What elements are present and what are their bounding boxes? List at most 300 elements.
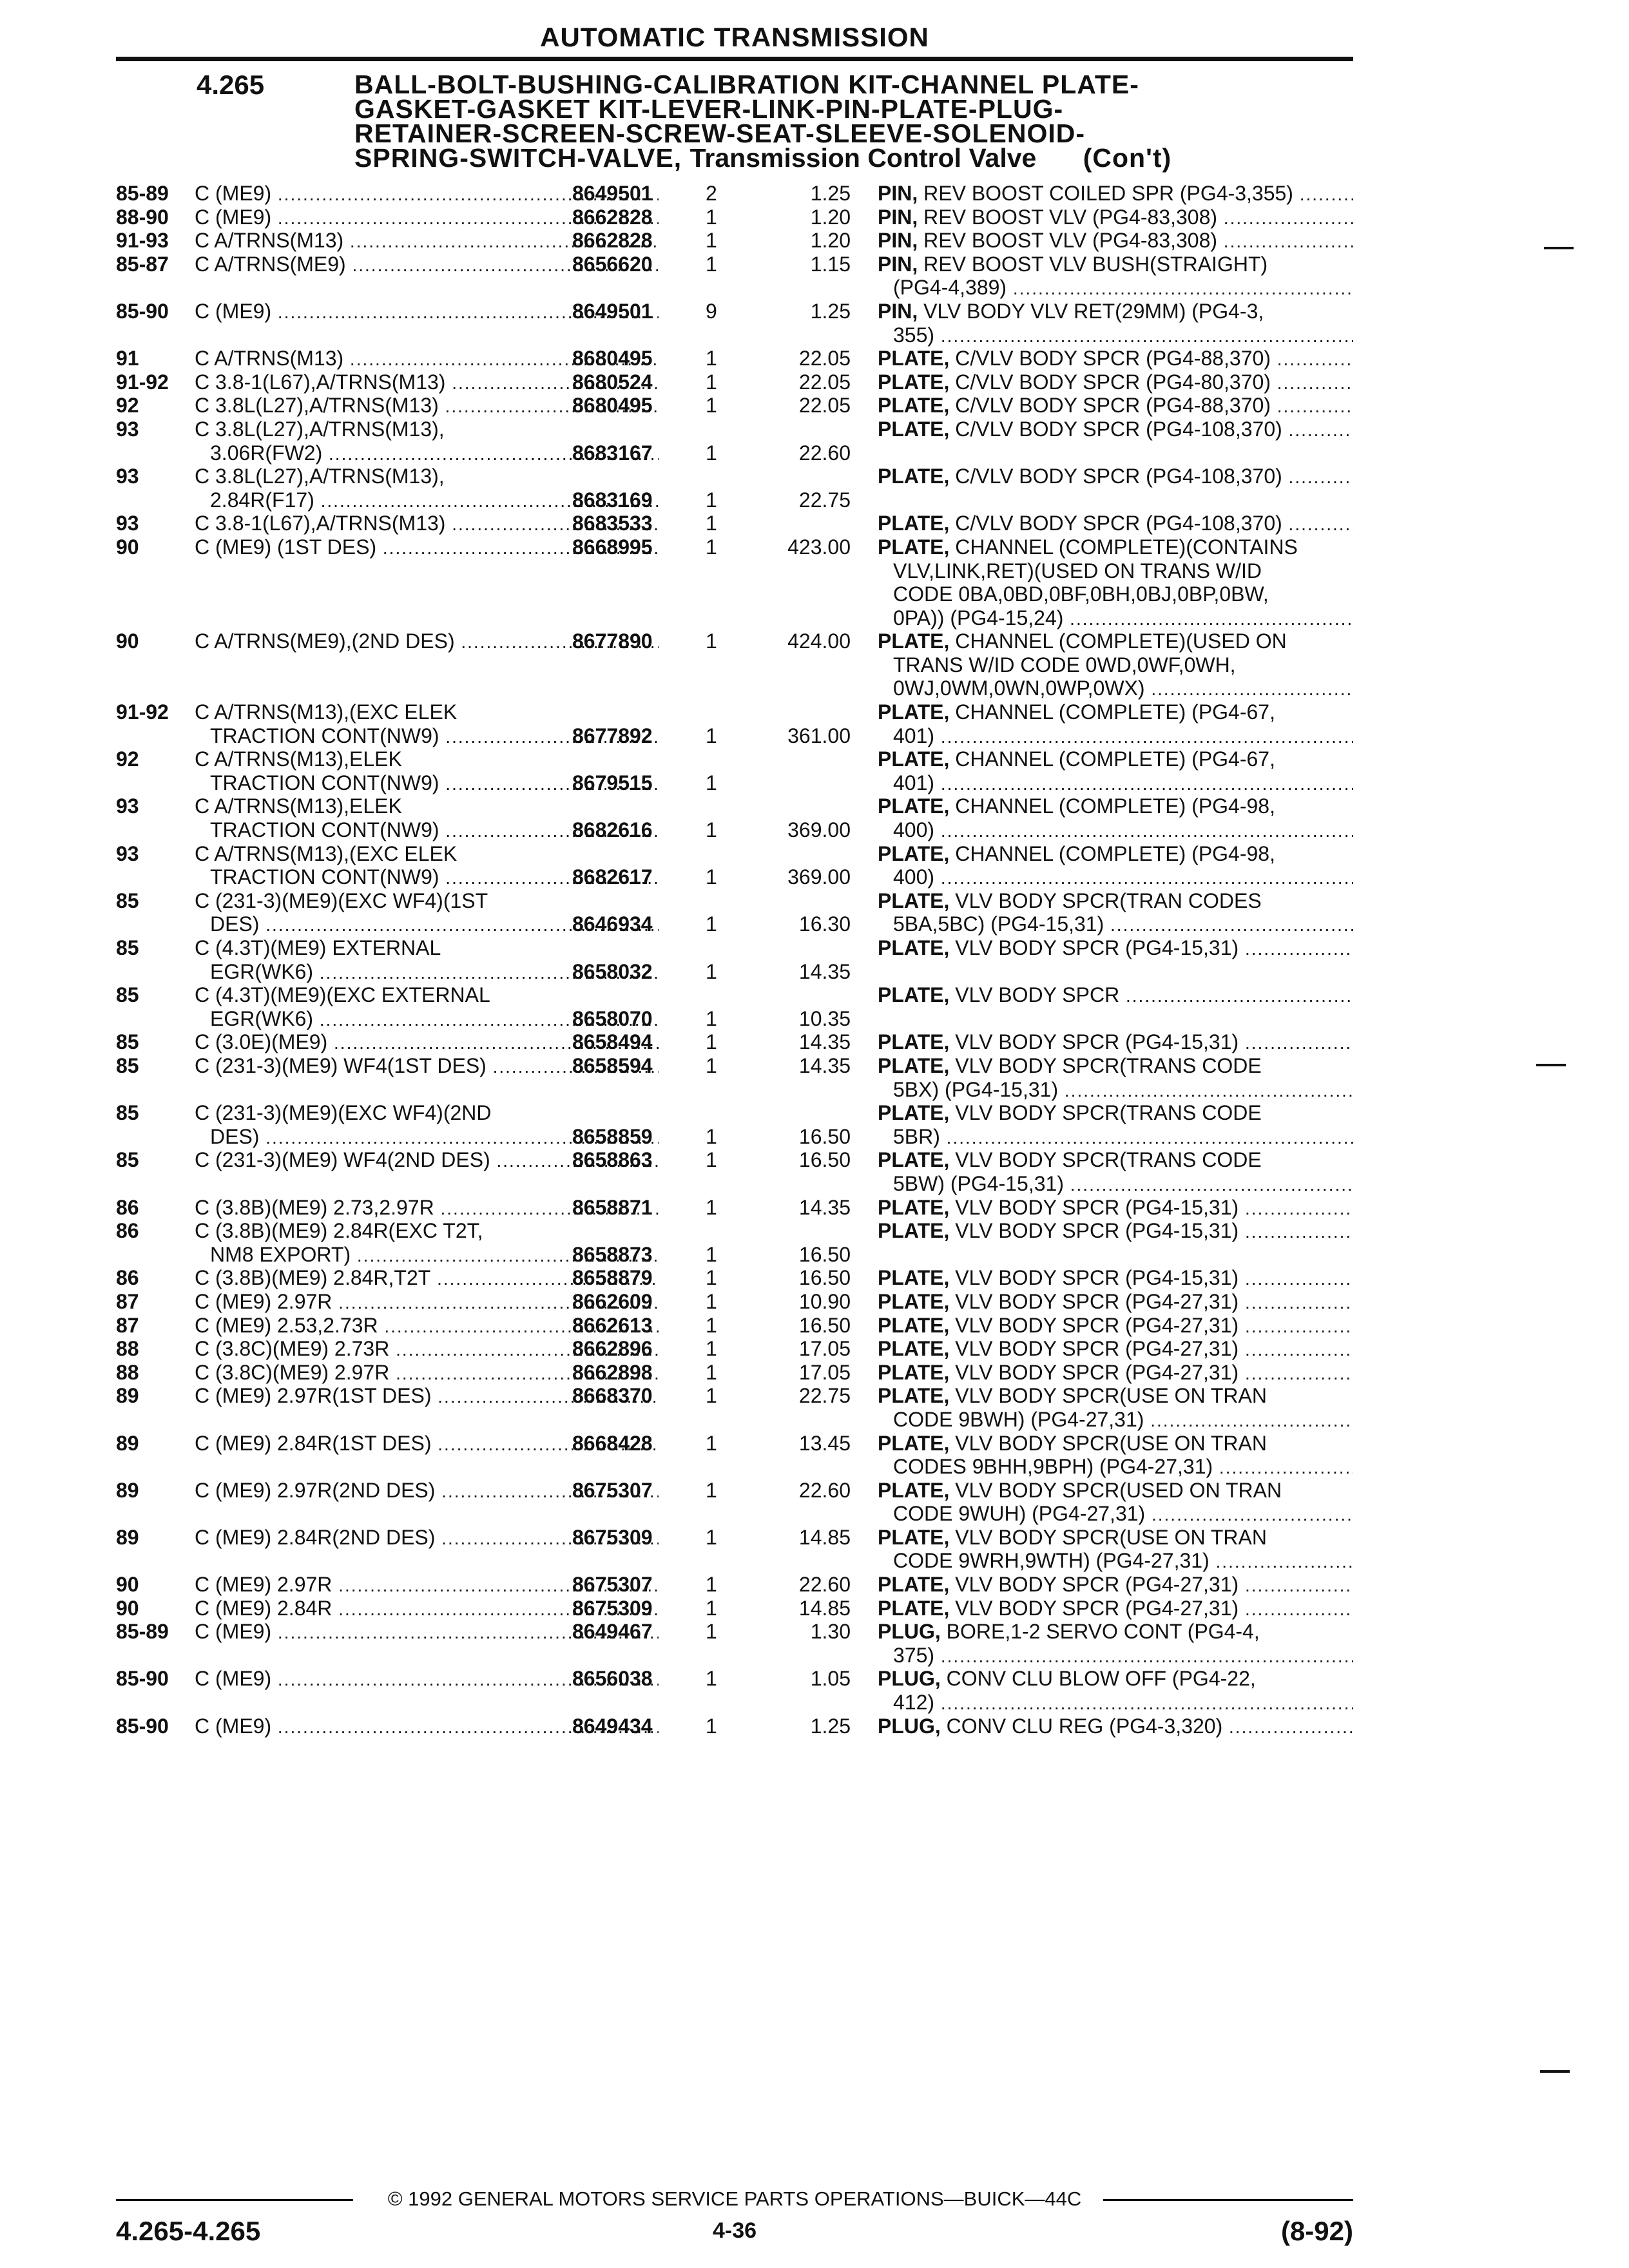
model-year: 88-90 (116, 205, 169, 229)
part-name-line: PLATE, CHANNEL (COMPLETE) (PG4-67, (878, 700, 1275, 724)
part-name-line: PLATE, C/VLV BODY SPCR (PG4-108,370) ..... (878, 418, 1353, 443)
part-name-line: PLATE, VLV BODY SPCR(TRANS CODE (878, 1148, 1262, 1172)
part-name (878, 253, 1353, 301)
part-name-line: 5BX) (PG4-15,31) ..... (878, 1078, 1353, 1103)
price: 14.85 (798, 1596, 851, 1620)
part-type: PLATE, (878, 1054, 950, 1077)
part-name-line: CODE 9WUH) (PG4-27,31) ..... (878, 1502, 1353, 1527)
header-rule (116, 57, 1353, 61)
usage-line: TRACTION CONT(NW9) ..... (195, 865, 659, 890)
usage-line: 3.06R(FW2) ..... (195, 441, 659, 466)
table-row (116, 747, 1353, 794)
part-type: PLATE, (878, 465, 950, 488)
quantity: 1 (706, 1667, 717, 1691)
part-name (878, 1573, 1353, 1598)
part-name-line: PLATE, VLV BODY SPCR ..... (878, 983, 1353, 1008)
model-year: 86 (116, 1266, 139, 1290)
model-year: 93 (116, 512, 139, 535)
table-row (116, 1054, 1353, 1101)
part-name (878, 182, 1353, 207)
section-title-line: BALL-BOLT-BUSHING-CALIBRATION KIT-CHANNEL PLATE- (354, 70, 1139, 99)
part-type: PIN, (878, 299, 918, 323)
part-name-line: (PG4-4,389) ..... (878, 276, 1353, 301)
part-number: 8662609 (572, 1289, 653, 1313)
usage-line: C (3.8B)(ME9) 2.73,2.97R ..... (195, 1196, 659, 1221)
price: 424.00 (787, 629, 851, 653)
quantity: 1 (706, 1573, 717, 1597)
part-number: 8662828 (572, 229, 653, 253)
quantity: 2 (706, 182, 717, 205)
section-title-line: GASKET-GASKET KIT-LEVER-LINK-PIN-PLATE-PLUG- (354, 94, 1064, 124)
part-name-line: CODE 9WRH,9WTH) (PG4-27,31) ..... (878, 1549, 1353, 1574)
model-year: 85 (116, 1030, 139, 1054)
usage-line: C A/TRNS(M13) ..... (195, 347, 659, 372)
quantity: 1 (706, 1313, 717, 1337)
part-name (878, 347, 1353, 372)
quantity: 1 (706, 629, 717, 653)
part-name-line: PLATE, C/VLV BODY SPCR (PG4-80,370) ..... (878, 370, 1353, 396)
price: 16.50 (798, 1148, 851, 1172)
quantity: 1 (706, 1006, 717, 1030)
part-type: PLATE, (878, 700, 950, 724)
section-subtitle: Transmission Control Valve (689, 143, 1037, 173)
part-name-line: PLUG, CONV CLU BLOW OFF (PG4-22, (878, 1667, 1256, 1691)
price: 1.20 (810, 229, 851, 253)
table-row (116, 1101, 1353, 1148)
table-row (116, 394, 1353, 418)
part-name-line: PLATE, VLV BODY SPCR(TRANS CODE (878, 1054, 1262, 1077)
model-year: 90 (116, 629, 139, 653)
part-number: 8649434 (572, 1714, 653, 1738)
part-name (878, 1384, 1353, 1432)
section-title-line: SPRING-SWITCH-VALVE, (354, 143, 682, 173)
table-row (116, 1337, 1353, 1361)
part-number: 8677892 (572, 724, 653, 747)
usage-line: C (ME9) 2.97R ..... (195, 1290, 659, 1315)
part-name-line: 0WJ,0WM,0WN,0WP,0WX) ..... (878, 677, 1353, 702)
part-number: 8662898 (572, 1360, 653, 1384)
part-number: 8646934 (572, 912, 653, 936)
part-number: 8658594 (572, 1054, 653, 1077)
part-name-line: PLATE, CHANNEL (COMPLETE) (PG4-98, (878, 841, 1275, 865)
part-type: PLATE, (878, 1030, 950, 1054)
table-row (116, 1597, 1353, 1620)
price: 16.50 (798, 1242, 851, 1266)
parts-table (116, 182, 1353, 1738)
quantity: 1 (706, 865, 717, 889)
table-row (116, 253, 1353, 300)
part-name-line: PLATE, VLV BODY SPCR(TRANS CODE (878, 1101, 1262, 1125)
table-row (116, 983, 1353, 1030)
price: 14.35 (798, 1054, 851, 1077)
usage-line: C (3.8C)(ME9) 2.97R ..... (195, 1361, 659, 1386)
part-name-line: 401) ..... (878, 771, 1353, 796)
part-number: 8683169 (572, 488, 653, 512)
part-type: PLUG, (878, 1714, 941, 1738)
part-name-line: PLATE, VLV BODY SPCR (PG4-27,31) ..... (878, 1361, 1353, 1386)
part-number: 8662613 (572, 1313, 653, 1337)
quantity: 1 (706, 488, 717, 512)
part-number: 8658871 (572, 1195, 653, 1219)
part-type: PLATE, (878, 1148, 950, 1172)
part-name (878, 1337, 1353, 1362)
quantity: 1 (706, 724, 717, 747)
part-name-line: PLATE, VLV BODY SPCR(USE ON TRAN (878, 1431, 1267, 1455)
part-name-line: PLATE, C/VLV BODY SPCR (PG4-88,370) ..... (878, 394, 1353, 419)
model-year: 85-89 (116, 182, 169, 205)
table-row (116, 936, 1353, 983)
part-type: PLATE, (878, 347, 950, 370)
quantity: 1 (706, 512, 717, 535)
part-name-line: PIN, VLV BODY VLV RET(29MM) (PG4-3, (878, 299, 1264, 323)
quantity: 1 (706, 1714, 717, 1738)
model-year: 86 (116, 1219, 139, 1243)
part-number: 8658873 (572, 1242, 653, 1266)
table-row (116, 1573, 1353, 1597)
model-year: 89 (116, 1431, 139, 1455)
part-name-line: 0PA)) (PG4-15,24) ..... (878, 606, 1353, 631)
price: 22.05 (798, 394, 851, 418)
part-type: PLATE, (878, 512, 950, 535)
part-name-line: PLUG, BORE,1-2 SERVO CONT (PG4-4, (878, 1620, 1260, 1644)
part-type: PLATE, (878, 1431, 950, 1455)
model-year: 93 (116, 841, 139, 865)
part-name (878, 1054, 1353, 1102)
usage-line: C A/TRNS(ME9),(2ND DES) ..... (195, 629, 659, 655)
table-row (116, 700, 1353, 747)
part-number: 8683167 (572, 441, 653, 465)
usage-line: C A/TRNS(M13),(EXC ELEK (195, 841, 458, 865)
part-number: 8668370 (572, 1384, 653, 1408)
page-header (116, 19, 1353, 61)
revision-date: (8-92) (1280, 2216, 1353, 2246)
usage-line: C (ME9) ..... (195, 182, 659, 207)
usage-line: C (3.8C)(ME9) 2.73R ..... (195, 1337, 659, 1362)
part-type: PLATE, (878, 394, 950, 418)
part-number: 8658494 (572, 1030, 653, 1054)
part-number: 8675307 (572, 1573, 653, 1597)
price: 22.60 (798, 1478, 851, 1502)
part-number: 8675309 (572, 1596, 653, 1620)
margin-mark (1544, 247, 1574, 249)
part-type: PLATE, (878, 1101, 950, 1125)
usage-line: TRACTION CONT(NW9) ..... (195, 818, 659, 843)
usage-line: C (ME9) 2.97R(1ST DES) ..... (195, 1384, 659, 1409)
table-row (116, 842, 1353, 889)
part-name (878, 1219, 1353, 1244)
quantity: 1 (706, 1266, 717, 1290)
usage-line: C (231-3)(ME9)(EXC WF4)(2ND (195, 1101, 492, 1125)
model-year: 91-92 (116, 370, 169, 394)
model-year: 91-93 (116, 229, 169, 253)
price: 1.15 (810, 252, 851, 276)
model-year: 85 (116, 1054, 139, 1077)
table-row (116, 300, 1353, 347)
model-year: 88 (116, 1337, 139, 1361)
part-name-line: PLATE, VLV BODY SPCR (PG4-15,31) ..... (878, 1196, 1353, 1221)
usage-line: C (ME9) 2.53,2.73R ..... (195, 1314, 659, 1339)
model-year: 93 (116, 417, 139, 441)
part-name-line: CODES 9BHH,9BPH) (PG4-27,31) ..... (878, 1455, 1353, 1480)
quantity: 1 (706, 1030, 717, 1054)
part-type: PLATE, (878, 1360, 950, 1384)
quantity: 1 (706, 1431, 717, 1455)
part-number: 8680524 (572, 370, 653, 394)
part-name (878, 1667, 1353, 1715)
quantity: 9 (706, 299, 717, 323)
quantity: 1 (706, 229, 717, 253)
quantity: 1 (706, 441, 717, 465)
usage-line: C (ME9) ..... (195, 1715, 659, 1740)
part-name (878, 794, 1353, 843)
usage-line: C (ME9) 2.97R(2ND DES) ..... (195, 1479, 659, 1504)
quantity: 1 (706, 1124, 717, 1148)
price: 22.05 (798, 347, 851, 370)
table-row (116, 1314, 1353, 1338)
table-row (116, 229, 1353, 253)
price: 16.50 (798, 1266, 851, 1290)
part-number: 8682616 (572, 818, 653, 842)
part-name-line: PIN, REV BOOST COILED SPR (PG4-3,355) ..... (878, 182, 1353, 207)
model-year: 90 (116, 1596, 139, 1620)
usage-line: C (3.8B)(ME9) 2.84R,T2T ..... (195, 1266, 659, 1291)
part-name-line: PLATE, VLV BODY SPCR (PG4-27,31) ..... (878, 1597, 1353, 1622)
part-number: 8662828 (572, 205, 653, 229)
quantity: 1 (706, 1360, 717, 1384)
part-type: PLATE, (878, 1289, 950, 1313)
quantity: 1 (706, 370, 717, 394)
price: 10.35 (798, 1006, 851, 1030)
table-row (116, 535, 1353, 629)
part-name (878, 465, 1353, 490)
part-number: 8649467 (572, 1620, 653, 1644)
table-row (116, 512, 1353, 535)
table-row (116, 1526, 1353, 1573)
part-name (878, 1432, 1353, 1480)
model-year: 88 (116, 1360, 139, 1384)
part-type: PLATE, (878, 1596, 950, 1620)
part-name (878, 1715, 1353, 1740)
usage-line: C 3.8L(L27),A/TRNS(M13), (195, 417, 445, 441)
table-row (116, 1384, 1353, 1431)
usage-line: C (ME9) ..... (195, 206, 659, 231)
model-year: 92 (116, 747, 139, 771)
model-year: 89 (116, 1525, 139, 1549)
model-year: 93 (116, 794, 139, 818)
part-name-line: PLATE, C/VLV BODY SPCR (PG4-88,370) ..... (878, 347, 1353, 372)
page-number: 4-36 (712, 2218, 757, 2243)
price: 1.25 (810, 299, 851, 323)
quantity: 1 (706, 1620, 717, 1644)
part-name-line: PLATE, VLV BODY SPCR(TRAN CODES (878, 889, 1262, 912)
price: 1.20 (810, 205, 851, 229)
part-name (878, 983, 1353, 1008)
part-name (878, 1620, 1353, 1668)
price: 423.00 (787, 535, 851, 559)
usage-line: EGR(WK6) ..... (195, 1007, 659, 1032)
quantity: 1 (706, 1478, 717, 1502)
part-type: PLUG, (878, 1620, 941, 1644)
quantity: 1 (706, 818, 717, 842)
quantity: 1 (706, 1525, 717, 1549)
usage-line: C 3.8L(L27),A/TRNS(M13), (195, 465, 445, 488)
part-number: 8656038 (572, 1667, 653, 1691)
part-name (878, 535, 1353, 631)
part-type: PLATE, (878, 417, 950, 441)
price: 16.30 (798, 912, 851, 936)
part-number: 8662896 (572, 1337, 653, 1361)
model-year: 85 (116, 1101, 139, 1125)
price: 361.00 (787, 724, 851, 747)
part-name-line: 355) ..... (878, 323, 1353, 349)
table-row (116, 347, 1353, 370)
model-year: 85-90 (116, 1714, 169, 1738)
part-name-line: 5BA,5BC) (PG4-15,31) ..... (878, 912, 1353, 937)
part-type: PLATE, (878, 629, 950, 653)
usage-line: EGR(WK6) ..... (195, 960, 659, 985)
part-number: 8658879 (572, 1266, 653, 1290)
section-number: 4.265 (197, 70, 265, 100)
part-name-line: PIN, REV BOOST VLV (PG4-83,308) ..... (878, 229, 1353, 254)
part-type: PLATE, (878, 889, 950, 912)
part-name-line: 5BR) ..... (878, 1125, 1353, 1150)
part-name-line: PLATE, VLV BODY SPCR(USE ON TRAN (878, 1384, 1267, 1408)
model-year: 87 (116, 1313, 139, 1337)
usage-line: DES) ..... (195, 1125, 659, 1150)
part-number: 8668995 (572, 535, 653, 559)
part-type: PLATE, (878, 1525, 950, 1549)
quantity: 1 (706, 771, 717, 794)
quantity: 1 (706, 1054, 717, 1077)
table-row (116, 1266, 1353, 1290)
usage-line: C (ME9) ..... (195, 1667, 659, 1692)
quantity: 1 (706, 1384, 717, 1408)
quantity: 1 (706, 1337, 717, 1361)
table-row (116, 1290, 1353, 1314)
part-type: PLATE, (878, 936, 950, 960)
quantity: 1 (706, 347, 717, 370)
model-year: 85 (116, 936, 139, 960)
table-row (116, 1148, 1353, 1195)
model-year: 91-92 (116, 700, 169, 724)
part-number: 8649501 (572, 299, 653, 323)
part-name-line: PLATE, VLV BODY SPCR (PG4-15,31) ..... (878, 1266, 1353, 1291)
part-name-line: PLATE, VLV BODY SPCR (PG4-27,31) ..... (878, 1314, 1353, 1339)
part-type: PLATE, (878, 983, 950, 1007)
margin-mark (1540, 2070, 1570, 2073)
part-name-line: TRANS W/ID CODE 0WD,0WF,0WH, (893, 653, 1236, 677)
part-name (878, 1101, 1353, 1149)
part-name-line: PLATE, C/VLV BODY SPCR (PG4-108,370) ..... (878, 465, 1353, 490)
quantity: 1 (706, 252, 717, 276)
usage-line: C A/TRNS(M13),(EXC ELEK (195, 700, 458, 724)
quantity: 1 (706, 1242, 717, 1266)
part-name (878, 229, 1353, 254)
part-type: PLATE, (878, 1266, 950, 1290)
price: 16.50 (798, 1313, 851, 1337)
model-year: 85-89 (116, 1620, 169, 1644)
part-type: PLATE, (878, 1313, 950, 1337)
quantity: 1 (706, 1195, 717, 1219)
model-year: 85-87 (116, 252, 169, 276)
table-row (116, 629, 1353, 700)
part-name (878, 1290, 1353, 1315)
part-name-line: 400) ..... (878, 818, 1353, 843)
table-row (116, 889, 1353, 936)
part-name (878, 206, 1353, 231)
part-name (878, 1196, 1353, 1221)
table-row (116, 1361, 1353, 1385)
part-type: PLATE, (878, 1384, 950, 1408)
part-name (878, 1526, 1353, 1574)
table-row (116, 206, 1353, 229)
part-number: 8658070 (572, 1006, 653, 1030)
table-row (116, 465, 1353, 512)
part-name-line: VLV,LINK,RET)(USED ON TRANS W/ID (893, 559, 1262, 582)
usage-line: NM8 EXPORT) ..... (195, 1243, 659, 1268)
usage-line: C (3.8B)(ME9) 2.84R(EXC T2T, (195, 1219, 483, 1243)
part-type: PLATE, (878, 370, 950, 394)
part-name-line: CODE 0BA,0BD,0BF,0BH,0BJ,0BP,0BW, (893, 582, 1269, 606)
part-number: 8682617 (572, 865, 653, 889)
part-name (878, 1030, 1353, 1055)
usage-line: C (4.3T)(ME9) EXTERNAL (195, 936, 441, 960)
table-row (116, 1667, 1353, 1714)
price: 22.60 (798, 1573, 851, 1597)
table-row (116, 370, 1353, 394)
page-title: AUTOMATIC TRANSMISSION (540, 22, 929, 52)
part-name (878, 1148, 1353, 1196)
usage-line: C (ME9) 2.97R ..... (195, 1573, 659, 1598)
part-name (878, 370, 1353, 396)
part-name (878, 629, 1353, 702)
usage-line: TRACTION CONT(NW9) ..... (195, 771, 659, 796)
part-type: PLATE, (878, 1478, 950, 1502)
part-name-line: PLUG, CONV CLU REG (PG4-3,320) ..... (878, 1715, 1353, 1740)
part-name (878, 936, 1353, 961)
part-number: 8680495 (572, 347, 653, 370)
part-type: PLATE, (878, 794, 950, 818)
usage-line: C A/TRNS(M13) ..... (195, 229, 659, 254)
table-row (116, 1715, 1353, 1738)
part-type: PLATE, (878, 1195, 950, 1219)
part-name-line: PIN, REV BOOST VLV BUSH(STRAIGHT) (878, 252, 1268, 276)
price: 16.50 (798, 1124, 851, 1148)
usage-line: DES) ..... (195, 912, 659, 937)
table-row (116, 1620, 1353, 1667)
part-name (878, 394, 1353, 419)
table-row (116, 1030, 1353, 1054)
part-type: PLATE, (878, 1219, 950, 1243)
model-year: 93 (116, 465, 139, 488)
part-number: 8675307 (572, 1478, 653, 1502)
price: 17.05 (798, 1360, 851, 1384)
usage-line: C (ME9) 2.84R(2ND DES) ..... (195, 1526, 659, 1551)
part-number: 8675309 (572, 1525, 653, 1549)
part-name (878, 889, 1353, 937)
section-title-line (354, 143, 1172, 173)
usage-line: C (231-3)(ME9)(EXC WF4)(1ST (195, 889, 488, 912)
part-name-line: 400) ..... (878, 865, 1353, 890)
model-year: 91 (116, 347, 139, 370)
quantity: 1 (706, 912, 717, 936)
usage-line: C A/TRNS(M13),ELEK (195, 794, 402, 818)
part-type: PLATE, (878, 841, 950, 865)
table-row (116, 1479, 1353, 1526)
part-name-line: PLATE, VLV BODY SPCR(USE ON TRAN (878, 1525, 1267, 1549)
part-name-line: PLATE, VLV BODY SPCR (PG4-27,31) ..... (878, 1337, 1353, 1362)
quantity: 1 (706, 394, 717, 418)
